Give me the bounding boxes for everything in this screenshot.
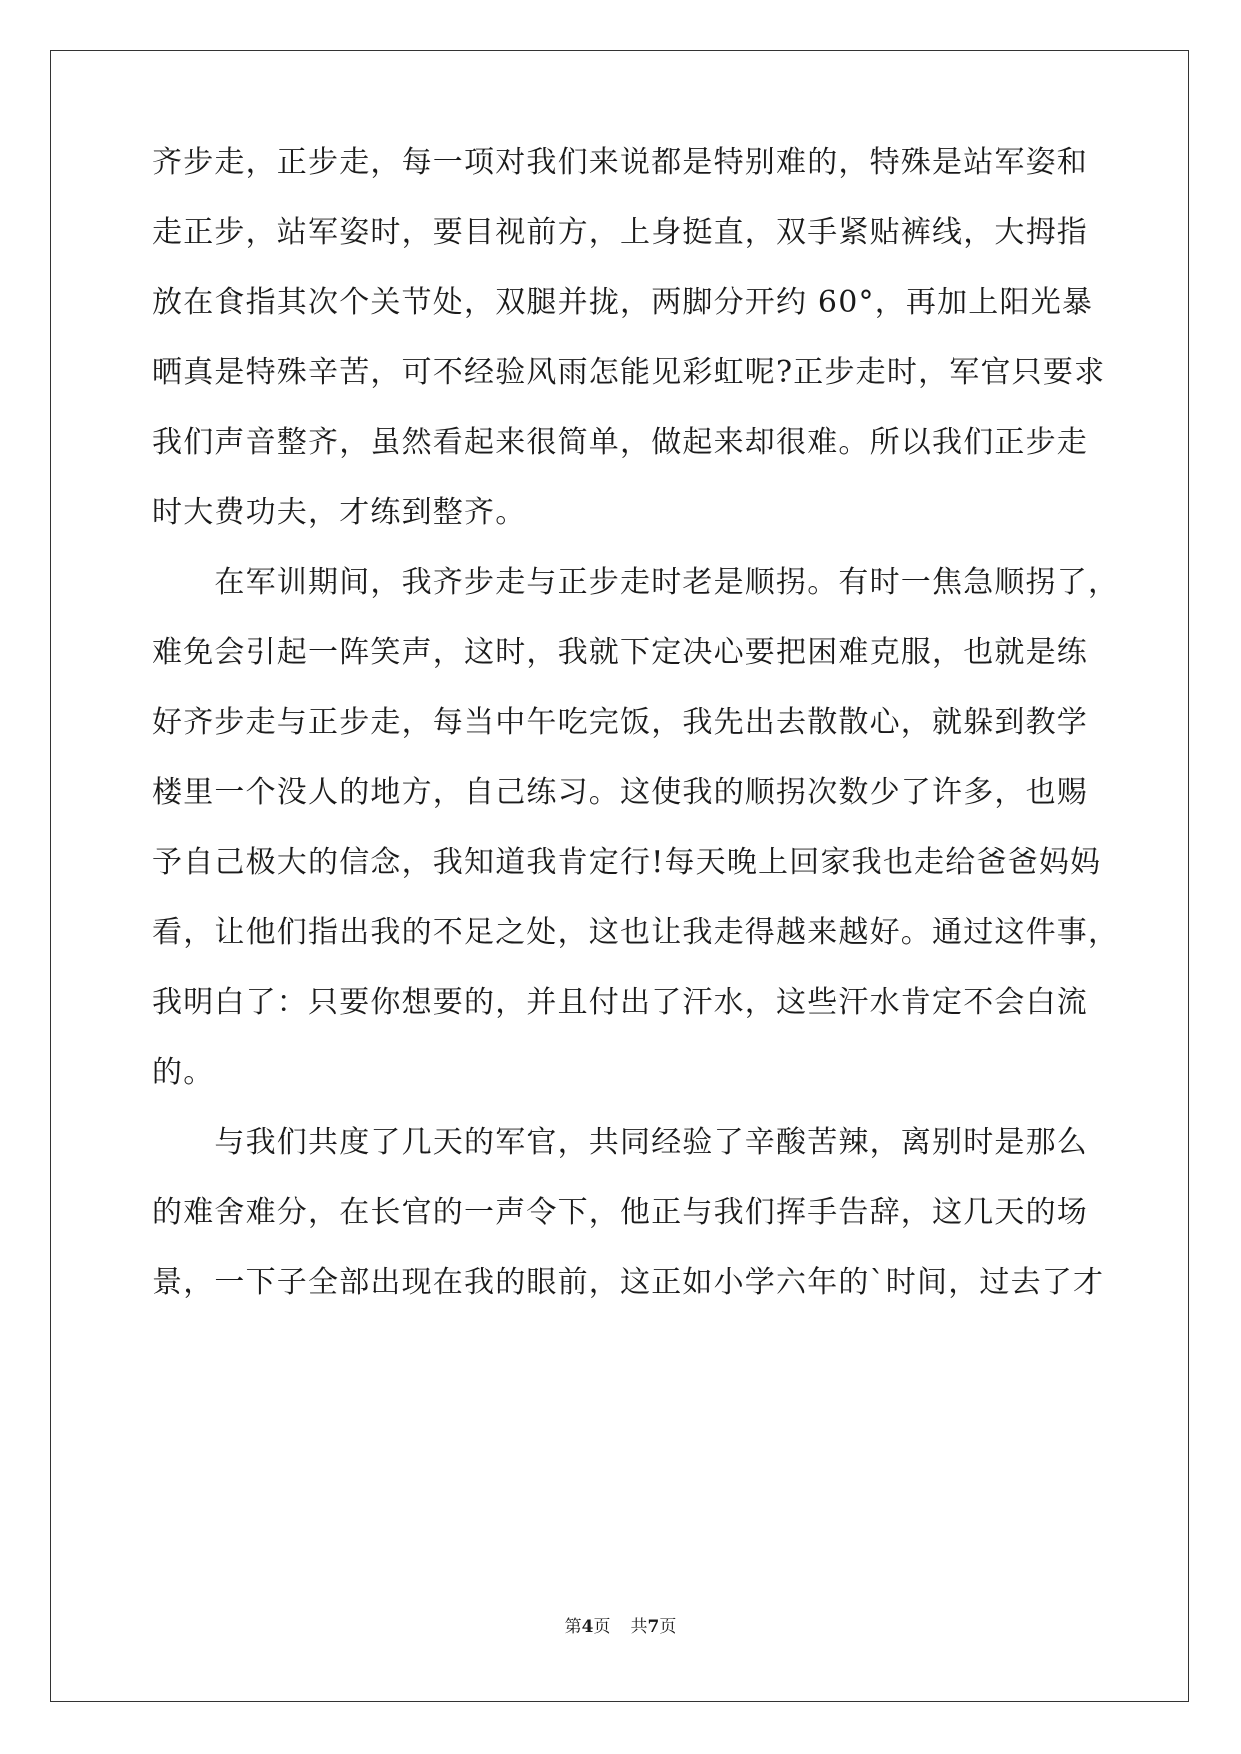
text-line: 好齐步走与正步走，每当中午吃完饭，我先出去散散心，就躲到教学 bbox=[152, 705, 1088, 740]
text-line: 齐步走，正步走，每一项对我们来说都是特别难的，特殊是站军姿和 bbox=[152, 145, 1088, 180]
text-line: 予自己极大的信念，我知道我肯定行!每天晚上回家我也走给爸爸妈妈 bbox=[152, 845, 1102, 880]
total-pages: 7 bbox=[647, 1617, 660, 1637]
total-suffix: 页 bbox=[659, 1617, 677, 1637]
text-line: 晒真是特殊辛苦，可不经验风雨怎能见彩虹呢?正步走时，军官只要求 bbox=[152, 355, 1106, 390]
page-prefix: 第 bbox=[564, 1617, 582, 1637]
text-line: 与我们共度了几天的军官，共同经验了辛酸苦辣，离别时是那么 bbox=[152, 1125, 1088, 1160]
text-line: 景，一下子全部出现在我的眼前，这正如小学六年的`时间，过去了才 bbox=[152, 1265, 1105, 1300]
text-line: 我明白了：只要你想要的，并且付出了汗水，这些汗水肯定不会白流 bbox=[152, 985, 1088, 1020]
text-line: 我们声音整齐，虽然看起来很简单，做起来却很难。所以我们正步走 bbox=[152, 425, 1088, 460]
text-line: 放在食指其次个关节处，双腿并拢，两脚分开约 60°，再加上阳光暴 bbox=[152, 285, 1094, 320]
text-line: 难免会引起一阵笑声，这时，我就下定决心要把困难克服，也就是练 bbox=[152, 635, 1088, 670]
text-line: 在军训期间，我齐步走与正步走时老是顺拐。有时一焦急顺拐了， bbox=[152, 565, 1120, 600]
text-line: 的难舍难分，在长官的一声令下，他正与我们挥手告辞，这几天的场 bbox=[152, 1195, 1088, 1230]
total-prefix: 共 bbox=[630, 1617, 648, 1637]
text-line: 时大费功夫，才练到整齐。 bbox=[152, 495, 527, 530]
text-line: 的。 bbox=[152, 1055, 215, 1090]
page-current: 4 bbox=[581, 1617, 594, 1637]
page-suffix: 页 bbox=[593, 1617, 611, 1637]
text-line: 看，让他们指出我的不足之处，这也让我走得越来越好。通过这件事， bbox=[152, 915, 1120, 950]
text-line: 楼里一个没人的地方，自己练习。这使我的顺拐次数少了许多，也赐 bbox=[152, 775, 1088, 810]
page-footer bbox=[0, 1616, 1241, 1638]
text-line: 走正步，站军姿时，要目视前方，上身挺直，双手紧贴裤线，大拇指 bbox=[152, 215, 1088, 250]
